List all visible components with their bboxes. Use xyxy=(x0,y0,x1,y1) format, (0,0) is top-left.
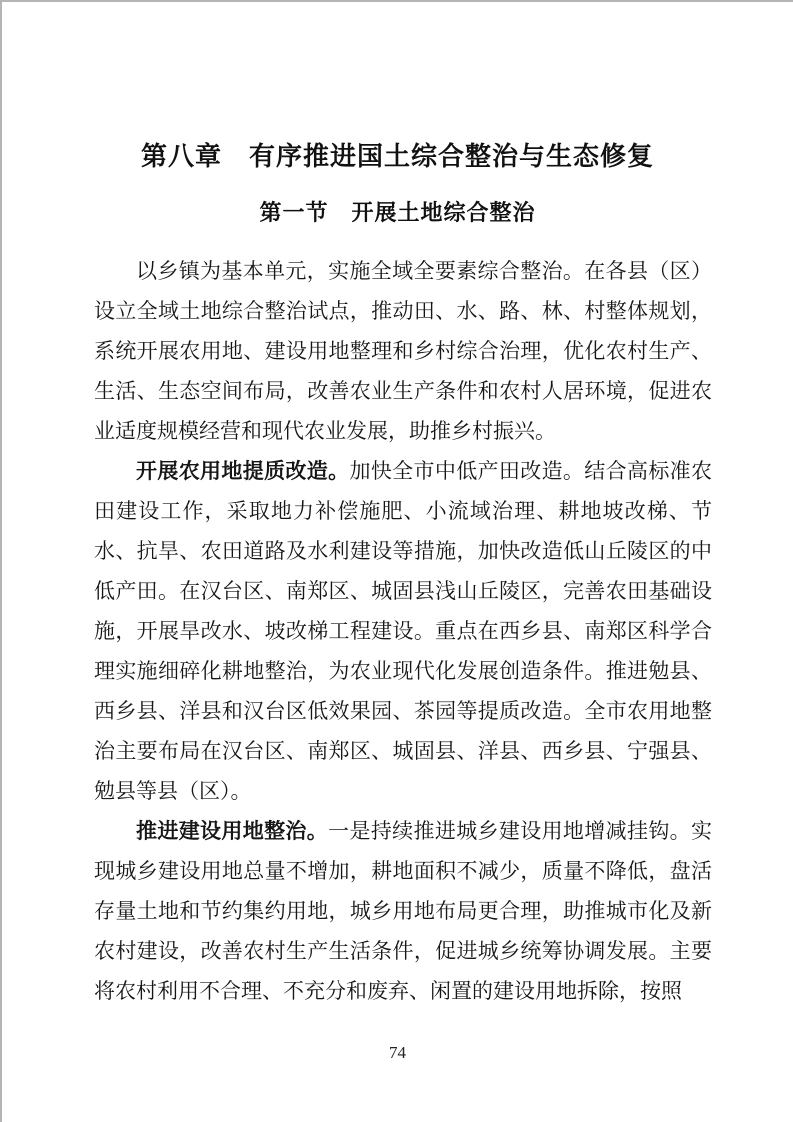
page-number: 74 xyxy=(389,1043,406,1062)
paragraph-text: 加快全市中低产田改造。结合高标准农田建设工作，采取地力补偿施肥、小流域治理、耕地坡改梯、节水、抗旱、农田道路及水利建设等措施，加快改造低山丘陵区的中低产田。在汉台区、南郑区、城固县浅山丘陵区，完善农田基础设施，开展旱改水、坡改梯工程建设。重点在西乡县、南郑区科学合理实施细碎化耕地整治，为农业现代化发展创造条件。推进勉县、西乡县、洋县和汉台区低效果园、茶园等提质改造。全市农用地整治主要布局在汉台区、南郑区、城固县、洋县、西乡县、宁强县、勉县等县（区）。 xyxy=(94,459,713,803)
paragraph-lead-bold: 推进建设用地整治。 xyxy=(136,819,329,843)
body-text-block xyxy=(94,251,712,1011)
paragraph-text: 以乡镇为基本单元，实施全域全要素综合整治。在各县（区）设立全域土地综合整治试点，推动田、水、路、林、村整体规划，系统开展农用地、建设用地整理和乡村综合治理，优化农村生产、生活、生态空间布局，改善农业生产条件和农村人居环境，促进农业适度规模经营和现代农业发展，助推乡村振兴。 xyxy=(94,259,712,443)
body-paragraph xyxy=(94,451,712,811)
paragraph-lead-bold: 开展农用地提质改造。 xyxy=(136,459,350,483)
paragraph-text: 一是持续推进城乡建设用地增减挂钩。实现城乡建设用地总量不增加，耕地面积不减少，质量不降低，盘活存量土地和节约集约用地，城乡用地布局更合理，助推城市化及新农村建设，改善农村生产生活条件，促进城乡统筹协调发展。主要将农村利用不合理、不充分和废弃、闲置的建设用地拆除，按照 xyxy=(94,819,713,1003)
section-title: 第一节 开展土地综合整治 xyxy=(259,200,536,225)
body-paragraph xyxy=(94,811,712,1011)
body-paragraph xyxy=(94,251,712,451)
chapter-title: 第八章 有序推进国土综合整治与生态修复 xyxy=(140,141,654,171)
